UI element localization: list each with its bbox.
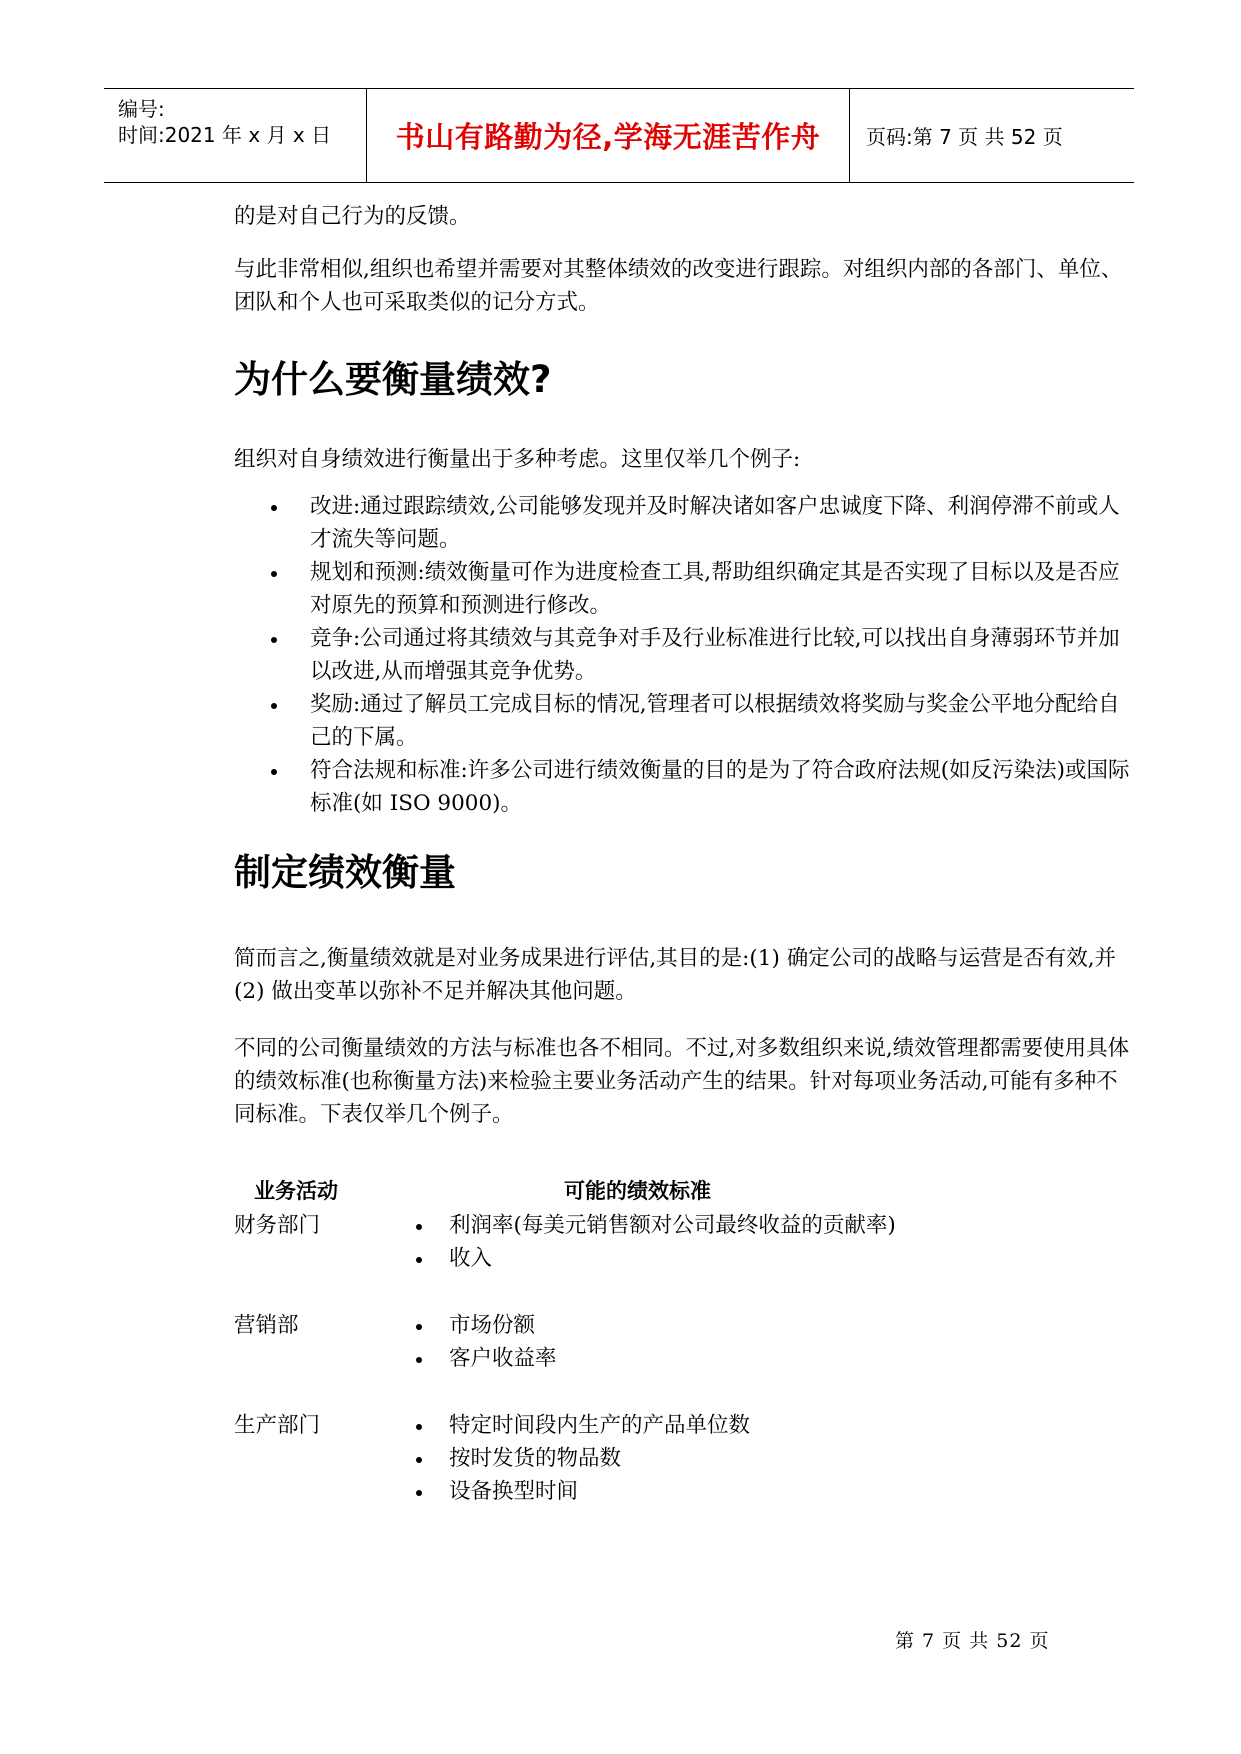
list-item-text: 客户收益率	[449, 1346, 557, 1371]
row-standards-list	[234, 1409, 939, 1508]
paragraph-similar: 与此非常相似,组织也希望并需要对其整体绩效的改变进行跟踪。对组织内部的各部门、单位、团队和个人也可采取类似的记分方式。	[234, 257, 1123, 315]
row-department: 营销部	[234, 1313, 299, 1338]
bullet-icon	[416, 1457, 422, 1463]
bullet-icon	[271, 703, 277, 709]
list-item	[449, 1475, 939, 1508]
list-item	[234, 754, 1130, 820]
list-item-text: 特定时间段内生产的产品单位数	[449, 1413, 751, 1438]
heading-why-measure: 为什么要衡量绩效?	[234, 358, 552, 401]
list-item	[234, 688, 1130, 754]
list-item-text: 规划和预测:绩效衡量可作为进度检查工具,帮助组织确定其是否实现了目标以及是否应对原先的预算和预测进行修改。	[310, 560, 1120, 618]
page-header	[104, 88, 1134, 183]
bullet-icon	[271, 769, 277, 775]
list-item	[449, 1209, 939, 1242]
list-item	[449, 1342, 939, 1375]
row-standards-list	[234, 1309, 939, 1375]
table-row	[234, 1309, 1130, 1375]
list-item-text: 设备换型时间	[449, 1479, 579, 1504]
list-item-text: 改进:通过跟踪绩效,公司能够发现并及时解决诸如客户忠诚度下降、利润停滞不前或人才流失等问题。	[310, 494, 1120, 552]
header-motto: 书山有路勤为径,学海无涯苦作舟	[367, 89, 850, 182]
bullet-icon	[271, 637, 277, 643]
paragraph-reasons: 组织对自身绩效进行衡量出于多种考虑。这里仅举几个例子:	[234, 447, 801, 472]
list-item	[234, 490, 1130, 556]
list-item-text: 符合法规和标准:许多公司进行绩效衡量的目的是为了符合政府法规(如反污染法)或国际标准(如 ISO 9000)。	[310, 758, 1130, 816]
header-meta-cell	[104, 89, 367, 182]
bullet-icon	[271, 505, 277, 511]
header-time-label: 时间:2021 年 x 月 x 日	[118, 123, 332, 147]
list-item	[449, 1442, 939, 1475]
bullet-icon	[416, 1424, 422, 1430]
list-item-text: 市场份额	[449, 1313, 536, 1338]
list-item	[234, 622, 1130, 688]
list-item	[449, 1242, 939, 1275]
standards-table	[234, 1175, 1130, 1508]
paragraph-intro-tail: 的是对自己行为的反馈。	[234, 204, 471, 229]
page-footer: 第 7 页 共 52 页	[895, 1630, 1050, 1652]
table-row	[234, 1209, 1130, 1275]
bullet-icon	[416, 1490, 422, 1496]
paragraph-brief: 简而言之,衡量绩效就是对业务成果进行评估,其目的是:(1) 确定公司的战略与运营是否有效,并 (2) 做出变革以弥补不足并解决其他问题。	[234, 946, 1117, 1004]
list-item	[449, 1309, 939, 1342]
row-department: 生产部门	[234, 1413, 321, 1438]
list-item-text: 奖励:通过了解员工完成目标的情况,管理者可以根据绩效将奖励与奖金公平地分配给自己的下属。	[310, 692, 1120, 750]
table-row	[234, 1409, 1130, 1508]
list-item-text: 利润率(每美元销售额对公司最终收益的贡献率)	[449, 1213, 896, 1238]
header-number-label: 编号:	[118, 97, 165, 121]
column-header-activity: 业务活动	[254, 1179, 338, 1203]
list-item-text: 按时发货的物品数	[449, 1446, 622, 1471]
heading-define-measures: 制定绩效衡量	[234, 851, 456, 894]
row-standards-list	[234, 1209, 939, 1275]
header-page-label: 页码:第 7 页 共 52 页	[866, 125, 1063, 149]
bullet-icon	[416, 1357, 422, 1363]
row-department: 财务部门	[234, 1213, 321, 1238]
bullet-icon	[416, 1324, 422, 1330]
list-item-text: 竞争:公司通过将其绩效与其竞争对手及行业标准进行比较,可以找出自身薄弱环节并加以改进,从而增强其竞争优势。	[310, 626, 1120, 684]
bullet-icon	[416, 1224, 422, 1230]
list-item-text: 收入	[449, 1246, 493, 1271]
column-header-standard: 可能的绩效标准	[564, 1179, 711, 1203]
paragraph-different: 不同的公司衡量绩效的方法与标准也各不相同。不过,对多数组织来说,绩效管理都需要使用具体的绩效标准(也称衡量方法)来检验主要业务活动产生的结果。针对每项业务活动,可能有多种不同标准。下表仅举几个例子。	[234, 1036, 1130, 1127]
bullet-icon	[416, 1257, 422, 1263]
bullet-icon	[271, 571, 277, 577]
list-item	[234, 556, 1130, 622]
document-body	[234, 200, 1130, 1542]
list-item	[449, 1409, 939, 1442]
table-header	[234, 1175, 1130, 1209]
reasons-list	[234, 490, 1130, 820]
